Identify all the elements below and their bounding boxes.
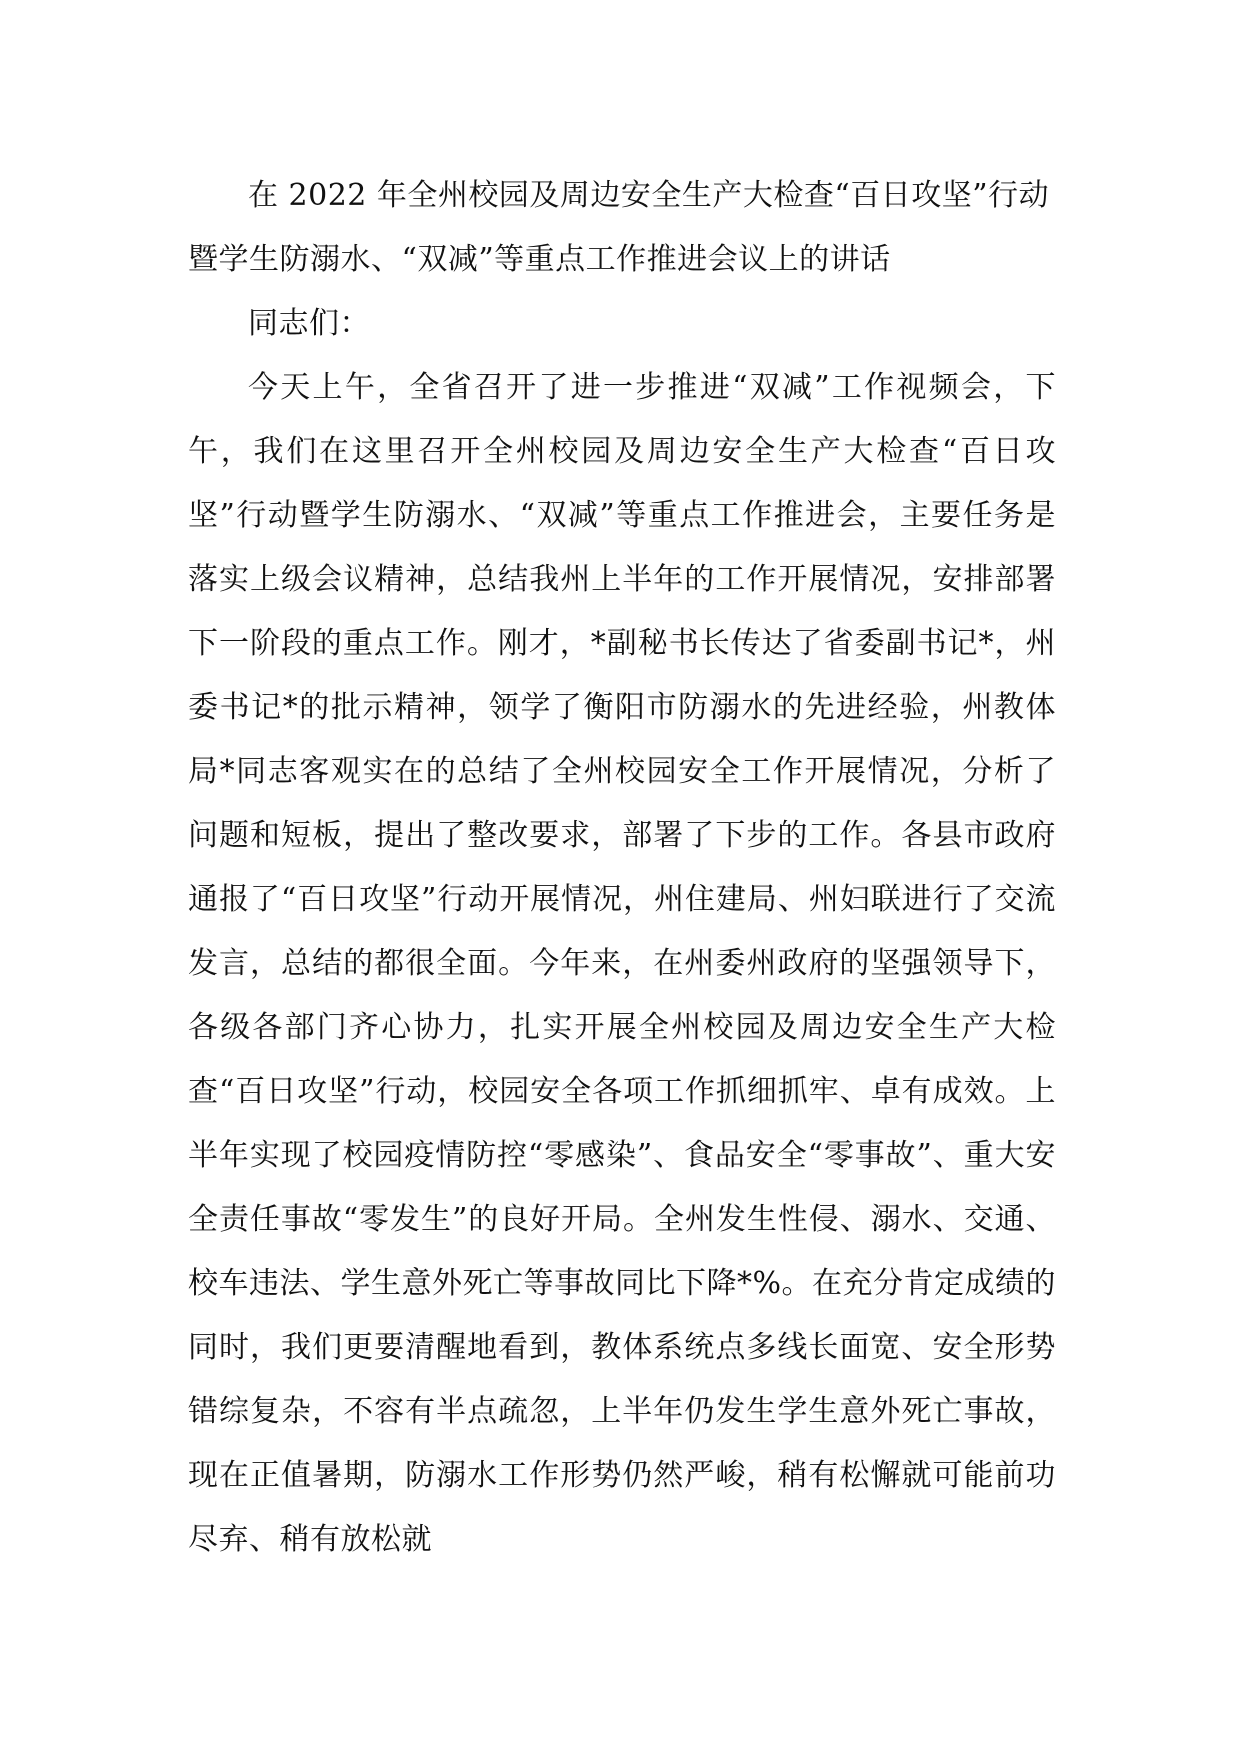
speech-title: 在 2022 年全州校园及周边安全生产大检查“百日攻坚”行动暨学生防溺水、“双减”等重点工作推进会议上的讲话	[188, 178, 1050, 277]
salutation: 同志们：	[248, 306, 370, 341]
document-body	[188, 164, 1056, 1572]
body-paragraph: 今天上午，全省召开了进一步推进“双减”工作视频会，下午，我们在这里召开全州校园及周边安全生产大检查“百日攻坚”行动暨学生防溺水、“双减”等重点工作推进会，主要任务是落实上级会议精神，总结我州上半年的工作开展情况，安排部署下一阶段的重点工作。刚才，*副秘书长传达了省委副书记*，州委书记*的批示精神，领学了衡阳市防溺水的先进经验，州教体局*同志客观实在的总结了全州校园安全工作开展情况，分析了问题和短板，提出了整改要求，部署了下步的工作。各县市政府通报了“百日攻坚”行动开展情况，州住建局、州妇联进行了交流发言，总结的都很全面。今年来，在州委州政府的坚强领导下，各级各部门齐心协力，扎实开展全州校园及周边安全生产大检查“百日攻坚”行动，校园安全各项工作抓细抓牢、卓有成效。上半年实现了校园疫情防控“零感染”、食品安全“零事故”、重大安全责任事故“零发生”的良好开局。全州发生性侵、溺水、交通、校车违法、学生意外死亡等事故同比下降*%。在充分肯定成绩的同时，我们更要清醒地看到，教体系统点多线长面宽、安全形势错综复杂，不容有半点疏忽，上半年仍发生学生意外死亡事故，现在正值暑期，防溺水工作形势仍然严峻，稍有松懈就可能前功尽弃、稍有放松就	[188, 370, 1057, 1557]
